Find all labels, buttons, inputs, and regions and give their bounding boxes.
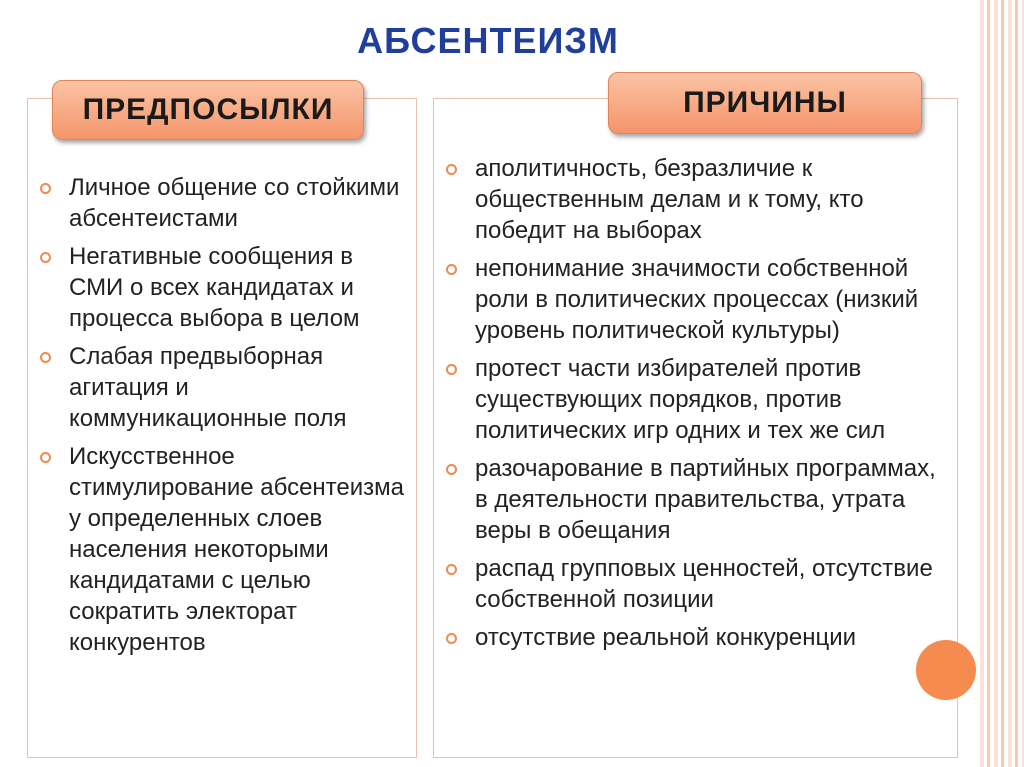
- list-item-text: протест части избирателей против существующих порядков, против политических игр одних и тех же сил: [475, 355, 886, 444]
- list-item-text: отсутствие реальной конкуренции: [475, 624, 857, 651]
- bullet-circle-icon: [446, 464, 457, 475]
- list-item-text: Личное общение со стойкими абсентеистами: [69, 174, 400, 232]
- bullet-circle-icon: [446, 564, 457, 575]
- right-header: ПРИЧИНЫ: [608, 72, 922, 134]
- list-item: [40, 172, 410, 234]
- bullet-circle-icon: [40, 183, 51, 194]
- bullet-circle-icon: [446, 364, 457, 375]
- bullet-circle-icon: [40, 252, 51, 263]
- left-header: ПРЕДПОСЫЛКИ: [52, 80, 364, 140]
- list-item: [40, 441, 410, 658]
- bullet-circle-icon: [446, 264, 457, 275]
- list-item: [446, 622, 951, 653]
- bullet-circle-icon: [446, 164, 457, 175]
- list-item-text: разочарование в партийных программах, в деятельности правительства, утрата веры в обещания: [475, 455, 936, 544]
- list-item-text: Негативные сообщения в СМИ о всех кандидатах и процесса выбора в целом: [69, 243, 360, 332]
- list-item: [446, 153, 951, 246]
- list-item-text: Слабая предвыборная агитация и коммуникационные поля: [69, 343, 347, 432]
- list-item-text: аполитичность, безразличие к общественным делам и к тому, кто победит на выборах: [475, 155, 864, 244]
- list-item: [446, 453, 951, 546]
- list-item-text: распад групповых ценностей, отсутствие собственной позиции: [475, 555, 933, 613]
- decorative-circle-icon: [916, 640, 976, 700]
- bullet-circle-icon: [40, 352, 51, 363]
- page-title: АБСЕНТЕИЗМ: [357, 20, 619, 61]
- list-item: [446, 553, 951, 615]
- list-item: [446, 353, 951, 446]
- right-list: [446, 153, 951, 660]
- decorative-stripes: [980, 0, 1024, 767]
- list-item: [40, 241, 410, 334]
- list-item: [446, 253, 951, 346]
- bullet-circle-icon: [446, 633, 457, 644]
- list-item: [40, 341, 410, 434]
- list-item-text: Искусственное стимулирование абсентеизма у определенных слоев населения некоторыми кандидатами с целью сократить электорат конкурентов: [69, 443, 405, 656]
- list-item-text: непонимание значимости собственной роли в политических процессах (низкий уровень политической культуры): [475, 255, 919, 344]
- bullet-circle-icon: [40, 452, 51, 463]
- left-list: [40, 172, 410, 665]
